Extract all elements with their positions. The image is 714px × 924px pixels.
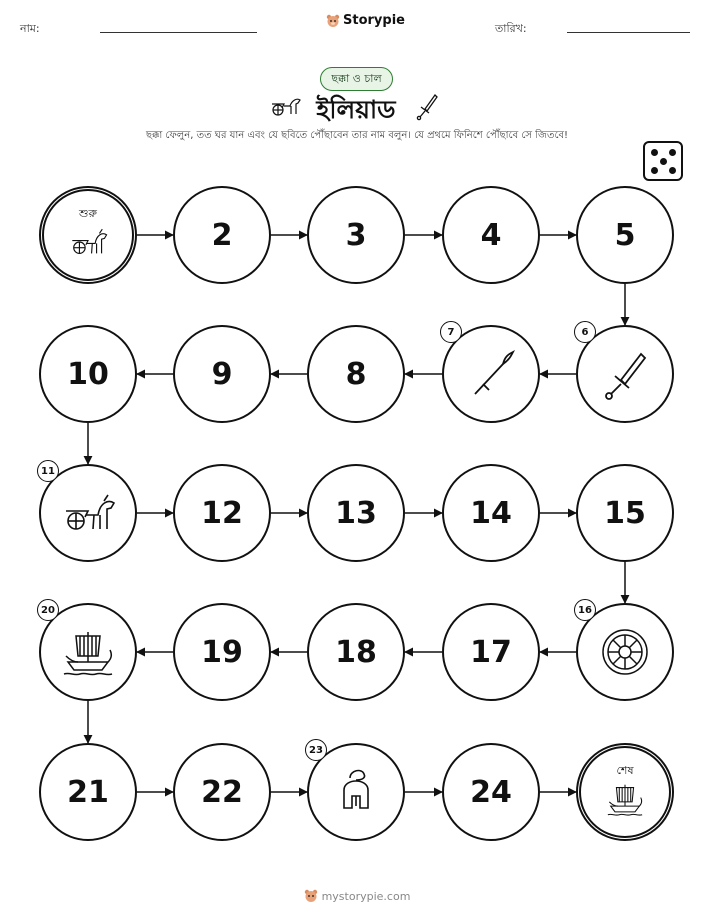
cell-number: 4 [480,217,502,253]
cell-number: 12 [201,495,243,531]
cell-number: 13 [335,495,377,531]
cell-number: 18 [335,634,377,670]
cell-number: 17 [470,634,512,670]
cell-number: 21 [67,774,109,810]
cell-number: 19 [201,634,243,670]
board-cell-4[interactable] [442,186,540,284]
board-cell-20[interactable] [39,603,137,701]
ship-icon [60,624,116,680]
cell-badge: 6 [574,321,596,343]
cell-number: 14 [470,495,512,531]
cell-label: শেষ [616,764,634,777]
chariot-icon [60,485,116,541]
cell-badge: 16 [574,599,596,621]
brand-name: Storypie [343,13,405,28]
cell-number: 5 [614,217,636,253]
cell-number: 3 [345,217,367,253]
spear-icon [463,346,519,402]
bear-icon [304,889,318,903]
board-cell-10[interactable] [39,325,137,423]
board-cell-5[interactable] [576,186,674,284]
instructions: ছক্কা ফেলুন, তত ঘর যান এবং যে ছবিতে পৌঁছাবেন তার নাম বলুন। যে প্রথমে ফিনিশে পৌঁছাবে সে জিতবে! [145,130,569,141]
board-cell-1[interactable] [39,186,137,284]
cell-number: 24 [470,774,512,810]
board-cell-12[interactable] [173,464,271,562]
board-cell-7[interactable] [442,325,540,423]
board-cell-9[interactable] [173,325,271,423]
cell-label: শুরু [79,207,97,220]
board-cell-19[interactable] [173,603,271,701]
footer [0,889,714,903]
board-cell-3[interactable] [307,186,405,284]
board-cell-17[interactable] [442,603,540,701]
board-cell-11[interactable] [39,464,137,562]
cell-number: 22 [201,774,243,810]
chariot-icon [63,222,113,262]
board-cell-22[interactable] [173,743,271,841]
board-cell-6[interactable] [576,325,674,423]
game-type-pill: ছক্কা ও চাল [320,67,393,91]
board-cell-14[interactable] [442,464,540,562]
footer-site[interactable]: mystorypie.com [321,889,411,903]
cell-number: 10 [67,356,109,392]
cell-number: 2 [211,217,233,253]
cell-badge: 20 [37,599,59,621]
cell-badge: 7 [440,321,462,343]
board-cell-24[interactable] [442,743,540,841]
date-label: তারিখ: [495,22,527,35]
name-label: নাম: [20,22,40,35]
board-cell-13[interactable] [307,464,405,562]
ship-icon [600,779,650,819]
page-title: ইলিয়াড [316,95,396,124]
board-cell-8[interactable] [307,325,405,423]
sword-icon [597,346,653,402]
cell-number: 9 [211,356,233,392]
board-cell-25[interactable] [576,743,674,841]
shield-icon [597,624,653,680]
cell-number: 15 [604,495,646,531]
board-cell-18[interactable] [307,603,405,701]
cell-badge: 11 [37,460,59,482]
board-cell-15[interactable] [576,464,674,562]
board-cell-16[interactable] [576,603,674,701]
cell-number: 8 [345,356,367,392]
helmet-icon [328,764,384,820]
cell-badge: 23 [305,739,327,761]
board-cell-23[interactable] [307,743,405,841]
board-cell-2[interactable] [173,186,271,284]
board-cell-21[interactable] [39,743,137,841]
